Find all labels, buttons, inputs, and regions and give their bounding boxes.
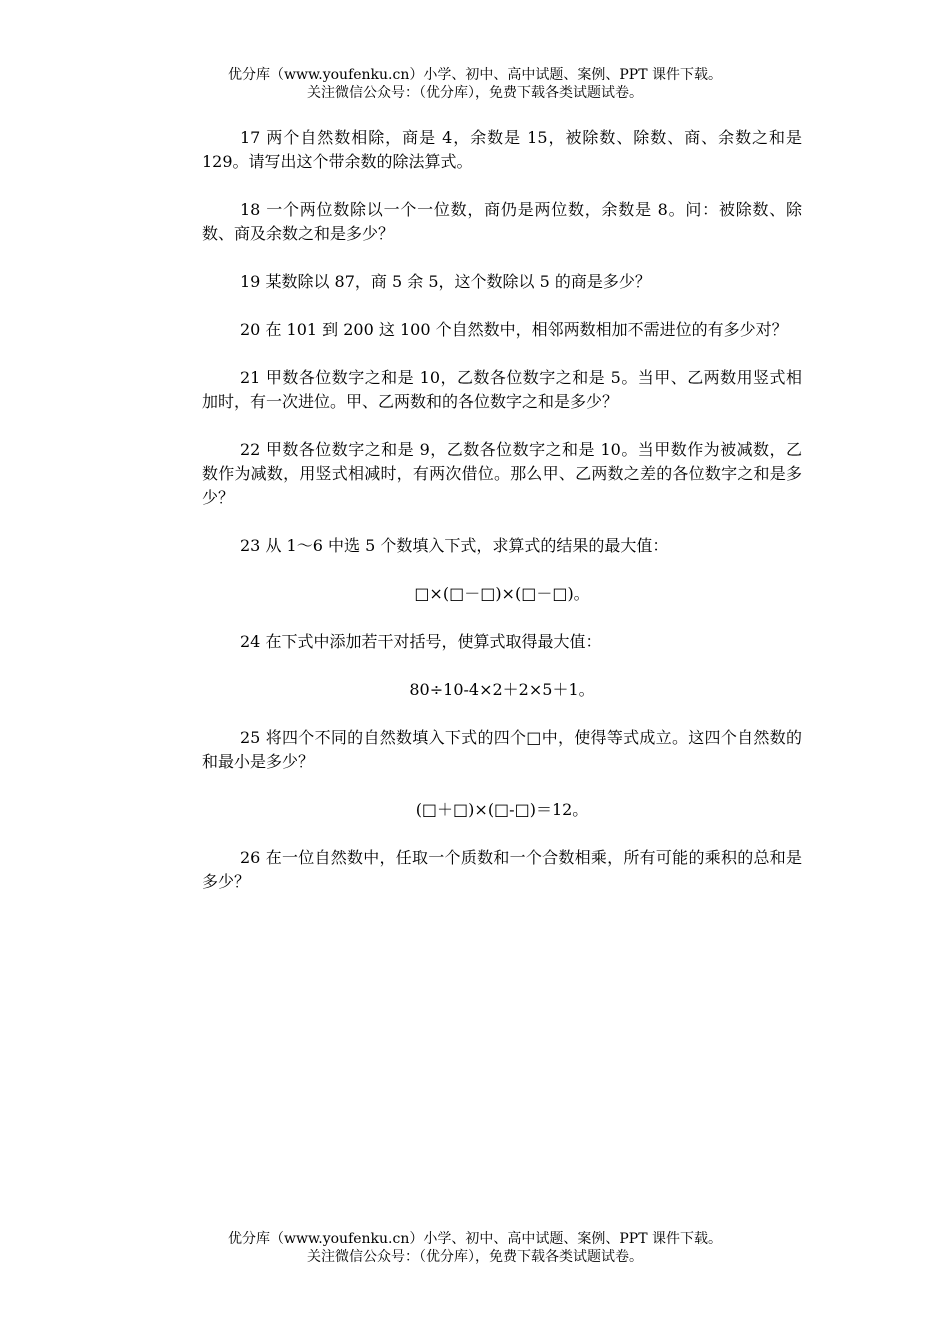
page-footer	[0, 1230, 950, 1266]
problem-20: 20 在 101 到 200 这 100 个自然数中，相邻两数相加不需进位的有多少对？	[240, 320, 788, 339]
formula-25: (□＋□)×(□-□)＝12。	[415, 800, 589, 819]
footer-line-1: 优分库（www.youfenku.cn）小学、初中、高中试题、案例、PPT 课件下载。	[227, 1231, 722, 1247]
formula-23: □×(□－□)×(□－□)。	[414, 584, 590, 603]
page-header	[0, 66, 950, 102]
problem-17: 17 两个自然数相除，商是 4，余数是 15，被除数、除数、商、余数之和是 129。请写出这个带余数的除法算式。	[202, 128, 802, 171]
problem-22: 22 甲数各位数字之和是 9，乙数各位数字之和是 10。当甲数作为被减数，乙数作为减数，用竖式相减时，有两次借位。那么甲、乙两数之差的各位数字之和是多少？	[202, 440, 802, 507]
problem-list	[202, 126, 802, 918]
problem-18: 18 一个两位数除以一个一位数，商仍是两位数，余数是 8。问：被除数、除数、商及余数之和是多少？	[202, 200, 802, 243]
problem-23: 23 从 1～6 中选 5 个数填入下式，求算式的结果的最大值：	[240, 536, 669, 555]
problem-19: 19 某数除以 87，商 5 余 5，这个数除以 5 的商是多少？	[240, 272, 651, 291]
problem-24: 24 在下式中添加若干对括号，使算式取得最大值：	[240, 632, 602, 651]
header-line-2: 关注微信公众号：（优分库），免费下载各类试题试卷。	[307, 85, 643, 101]
header-line-1: 优分库（www.youfenku.cn）小学、初中、高中试题、案例、PPT 课件下载。	[227, 67, 722, 83]
problem-25: 25 将四个不同的自然数填入下式的四个□中，使得等式成立。这四个自然数的和最小是多少？	[202, 728, 802, 771]
footer-line-2: 关注微信公众号：（优分库），免费下载各类试题试卷。	[307, 1249, 643, 1265]
formula-24: 80÷10-4×2＋2×5＋1。	[409, 680, 595, 699]
problem-21: 21 甲数各位数字之和是 10，乙数各位数字之和是 5。当甲、乙两数用竖式相加时，有一次进位。甲、乙两数和的各位数字之和是多少？	[202, 368, 802, 411]
problem-26: 26 在一位自然数中，任取一个质数和一个合数相乘，所有可能的乘积的总和是多少？	[202, 848, 802, 891]
